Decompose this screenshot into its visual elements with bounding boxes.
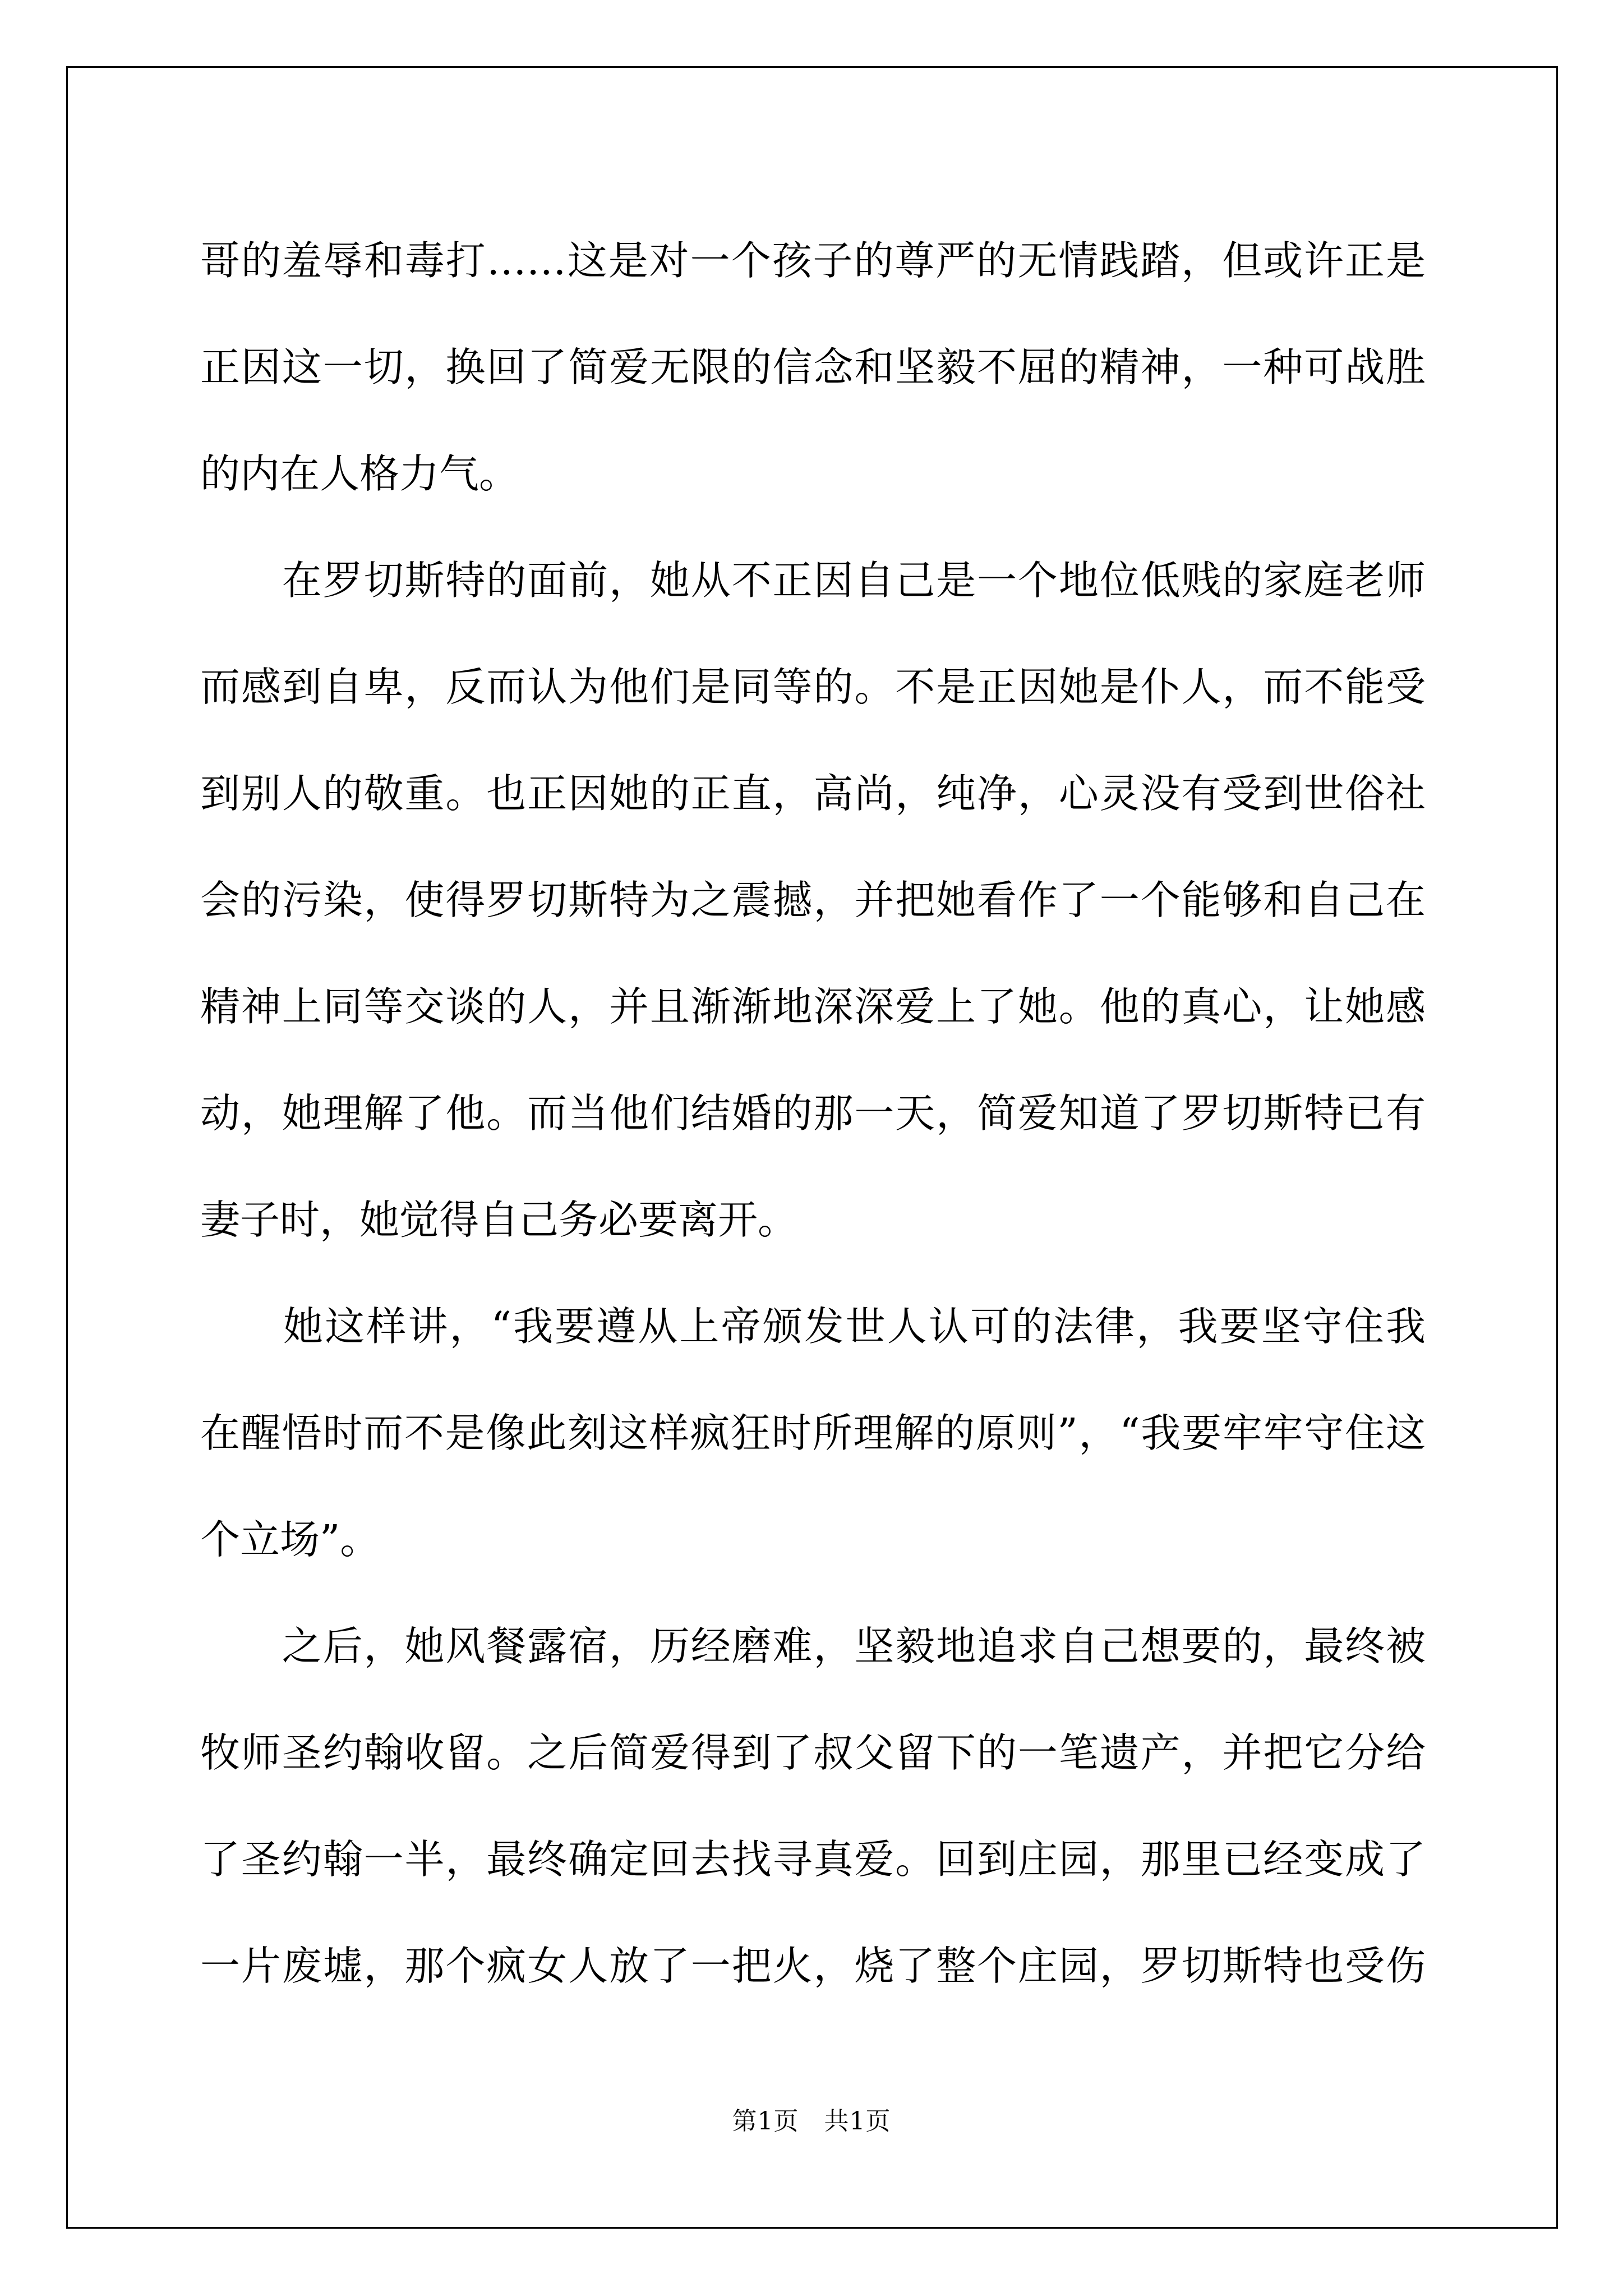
- text-line: 在罗切斯特的面前，她从不正因自己是一个地位低贱的家庭老师: [200, 557, 1426, 604]
- text-line: 妻子时，她觉得自己务必要离开。: [200, 1197, 798, 1243]
- text-line: 了圣约翰一半，最终确定回去找寻真爱。回到庄园，那里已经变成了: [200, 1836, 1426, 1883]
- text-line: 会的污染，使得罗切斯特为之震撼，并把她看作了一个能够和自己在: [200, 877, 1426, 923]
- text-line: 动，她理解了他。而当他们结婚的那一天，简爱知道了罗切斯特已有: [200, 1090, 1426, 1137]
- text-line: 在醒悟时而不是像此刻这样疯狂时所理解的原则”，“我要牢牢守住这: [200, 1410, 1426, 1456]
- text-line: 而感到自卑，反而认为他们是同等的。不是正因她是仆人，而不能受: [200, 664, 1426, 710]
- text-line: 的内在人格力气。: [200, 450, 519, 497]
- text-line: 牧师圣约翰收留。之后简爱得到了叔父留下的一笔遗产，并把它分给: [200, 1729, 1426, 1776]
- text-line: 之后，她风餐露宿，历经磨难，坚毅地追求自己想要的，最终被: [200, 1623, 1426, 1669]
- text-line: 精神上同等交谈的人，并且渐渐地深深爱上了她。他的真心，让她感: [200, 983, 1426, 1030]
- page-number-footer: 第1页 共1页: [732, 2107, 891, 2136]
- text-line: 她这样讲，“我要遵从上帝颁发世人认可的法律，我要坚守住我: [200, 1303, 1426, 1350]
- text-line: 到别人的敬重。也正因她的正直，高尚，纯净，心灵没有受到世俗社: [200, 770, 1426, 817]
- document-body: [200, 208, 1426, 2019]
- text-line: 一片废墟，那个疯女人放了一把火，烧了整个庄园，罗切斯特也受伤: [200, 1943, 1426, 1989]
- text-line: 哥的羞辱和毒打……这是对一个孩子的尊严的无情践踏，但或许正是: [200, 237, 1426, 284]
- text-line: 正因这一切，换回了简爱无限的信念和坚毅不屈的精神，一种可战胜: [200, 344, 1426, 390]
- text-line: 个立场”。: [200, 1516, 380, 1563]
